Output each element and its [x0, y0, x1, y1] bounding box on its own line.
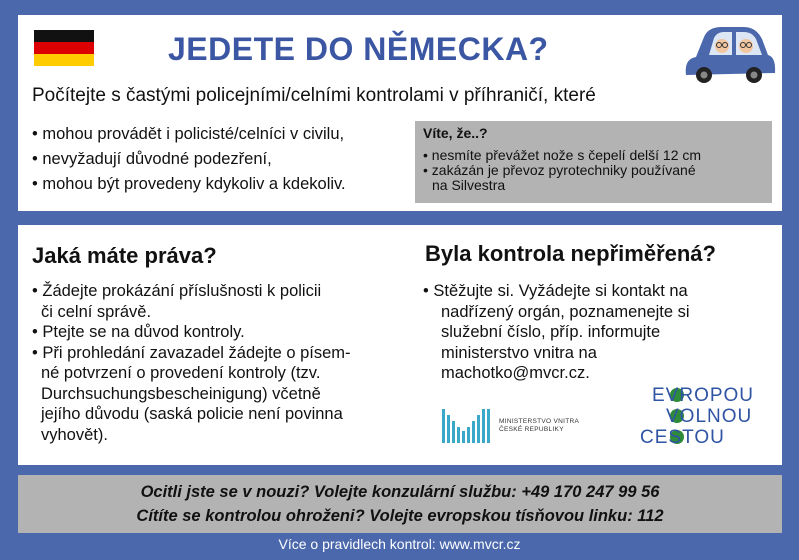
rights-heading: Jaká máte práva? [32, 243, 217, 268]
list-item: či celní správě. [41, 302, 152, 321]
complaint-list [423, 281, 690, 384]
top-panel [18, 15, 782, 211]
contact-box [18, 475, 782, 533]
german-flag-icon [34, 30, 94, 66]
list-item: né potvrzení o provedení kontroly (tzv. [41, 364, 321, 382]
list-item: Durchsuchungsbescheinigung) včetně [41, 384, 321, 403]
page-title: JEDETE DO NĚMECKA? [168, 31, 549, 67]
did-you-know-title: Víte, že..? [423, 125, 488, 141]
intro-text: Počítejte s častými policejními/celními kontrolami v příhraničí, které [32, 85, 596, 106]
list-item: • Žádejte prokázání příslušnosti k policii [32, 282, 322, 300]
car-icon [682, 19, 778, 83]
list-item: ministerstvo vnitra na [441, 343, 597, 362]
list-item: • Při prohledání zavazadel žádejte o písem- [32, 343, 351, 362]
europe-logo-line: VOLNOU [666, 406, 753, 427]
list-item: na Silvestra [432, 177, 506, 193]
list-item: machotko@mvcr.cz. [441, 364, 590, 382]
ministry-emblem-icon [442, 405, 494, 445]
did-you-know-list [423, 148, 701, 193]
list-item: • nesmíte převážet nože s čepelí delší 12 cm [423, 147, 702, 163]
complaint-heading: Byla kontrola nepřiměřená? [425, 241, 716, 266]
ministry-logo-line: MINISTERSTVO VNITRA [499, 418, 580, 425]
list-item: vyhovět). [41, 425, 108, 444]
list-item: nadřízený orgán, poznamenejte si [441, 302, 690, 321]
list-item: • mohou být provedeny kdykoliv a kdekoliv. [32, 175, 346, 193]
intro-list [32, 122, 346, 197]
consular-line: Ocitli jste se v nouzi? Volejte konzulární službu: +49 170 247 99 56 [140, 483, 660, 501]
list-item: služební číslo, příp. informujte [441, 323, 661, 341]
list-item: • zakázán je převoz pyrotechniky používané [423, 162, 696, 178]
did-you-know-box [415, 121, 772, 203]
list-item: • Stěžujte si. Vyžádejte si kontakt na [423, 282, 688, 300]
europe-logo-line: EVROPOU [652, 385, 755, 406]
ministry-logo-text [499, 418, 579, 434]
footer-text: Více o pravidlech kontrol: www.mvcr.cz [278, 536, 521, 552]
emergency-line: Cítíte se kontrolou ohroženi? Volejte evropskou tísňovou linku: 112 [136, 507, 664, 525]
list-item: jejího důvodu (saská policie není povinna [41, 405, 343, 423]
europe-logo [640, 385, 760, 453]
list-item: • mohou provádět i policisté/celníci v civilu, [32, 125, 345, 143]
ministry-logo [442, 405, 602, 445]
middle-panel [18, 225, 782, 465]
rights-list [32, 281, 351, 445]
europe-logo-line: CESTOU [640, 427, 725, 448]
list-item: • nevyžadují důvodné podezření, [32, 150, 272, 168]
ministry-logo-line: ČESKÉ REPUBLIKY [499, 426, 564, 433]
list-item: • Ptejte se na důvod kontroly. [32, 323, 245, 341]
